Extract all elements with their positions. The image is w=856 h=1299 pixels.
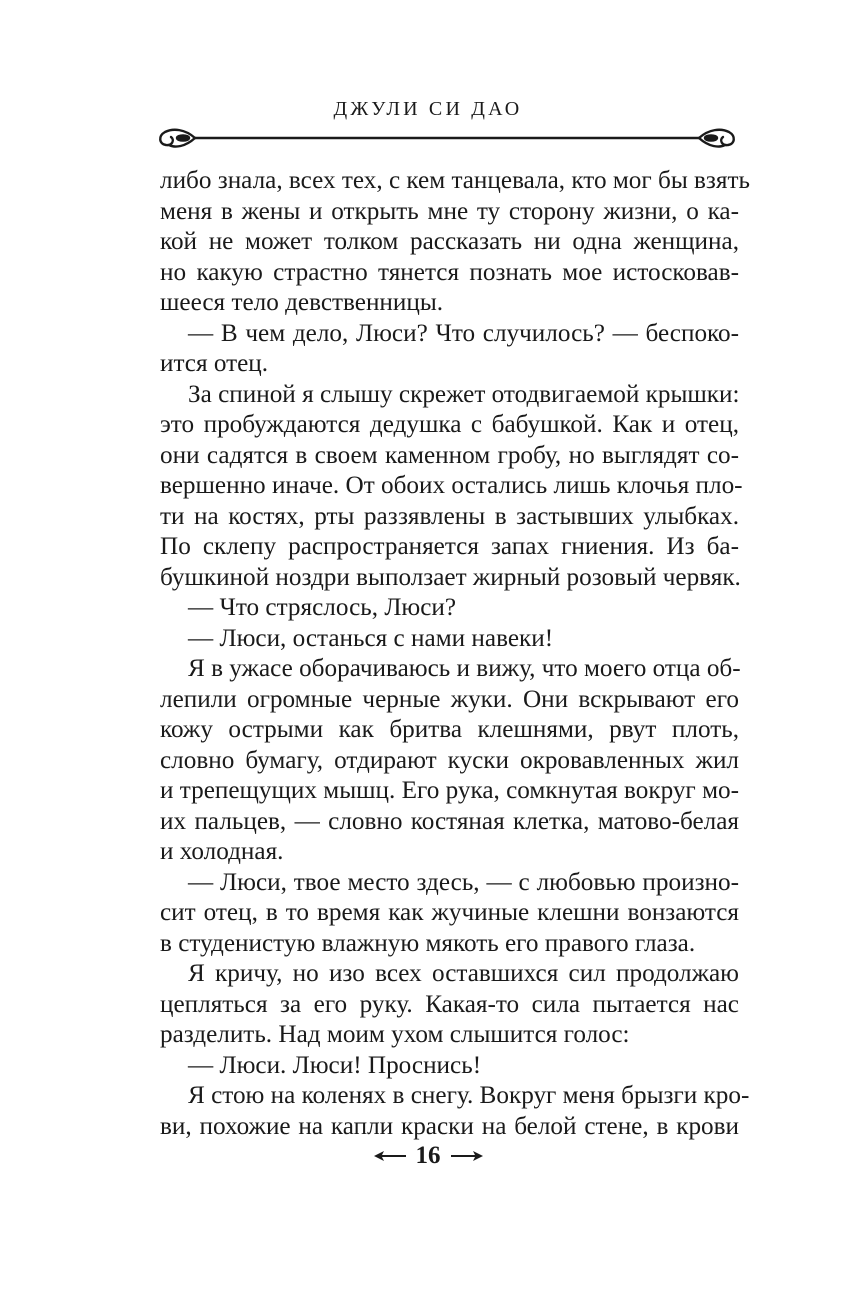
text-line: ится отец.: [160, 350, 269, 377]
text-line: ти на костях, рты раззявлены в застывших улыбках.: [160, 502, 739, 530]
header-ornament: [155, 124, 739, 152]
text-line: — Люси. Люси! Проснись!: [188, 1051, 482, 1079]
text-line: и холодная.: [160, 838, 284, 865]
text-line: — Люси, останься с нами навеки!: [188, 624, 554, 652]
text-line: меня в жены и открыть мне ту сторону жизни, о ка-: [160, 197, 739, 225]
text-line: вершенно иначе. От обоих остались лишь клочья пло-: [160, 472, 743, 499]
text-line: и трепещущих мышц. Его рука, сомкнутая вокруг мо-: [160, 777, 739, 804]
text-line: — Люси, твое место здесь, — с любовью произно-: [188, 868, 739, 896]
text-line: кожу острыми как бритва клешнями, рвут плоть,: [160, 716, 739, 743]
ornament-right-flourish: [699, 130, 734, 147]
text-line: либо знала, всех тех, с кем танцевала, кто мог бы взять: [160, 167, 750, 194]
text-line: шееся тело девственницы.: [160, 289, 444, 316]
text-line: По склепу распространяется запах гниения. Из ба-: [160, 533, 739, 560]
text-line: словно бумагу, отдирают куски окровавленных жил: [160, 746, 739, 774]
page-number: 16: [415, 1142, 441, 1169]
text-line: Я в ужасе оборачиваюсь и вижу, что моего отца об-: [188, 655, 741, 682]
body-text: [160, 166, 750, 1142]
text-line: но какую страстно тянется познать мое истосковав-: [160, 258, 739, 286]
folio-right-arrow-icon: [451, 1150, 483, 1162]
text-line: — Что стряслось, Люси?: [188, 594, 457, 621]
text-line: Я стою на коленях в снегу. Вокруг меня брызги кро-: [188, 1082, 750, 1109]
text-line: лепили огромные черные жуки. Они вскрывают его: [160, 685, 739, 713]
text-line: Я кричу, но изо всех оставшихся сил продолжаю: [188, 960, 739, 987]
text-line: это пробуждаются дедушка с бабушкой. Как и отец,: [160, 411, 739, 438]
running-head: ДЖУЛИ СИ ДАО: [333, 98, 523, 120]
text-line: цепляться за его руку. Какая-то сила пытается нас: [160, 990, 739, 1018]
text-line: их пальцев, — словно костяная клетка, матово-белая: [160, 807, 739, 835]
text-line: сит отец, в то время как жучиные клешни вонзаются: [160, 899, 739, 926]
text-line: — В чем дело, Люси? Что случилось? — беспоко-: [188, 319, 739, 347]
text-line: ви, похожие на капли краски на белой стене, в крови: [160, 1112, 739, 1140]
text-line: разделить. Над моим ухом слышится голос:: [160, 1021, 630, 1048]
folio-left-arrow-icon: [374, 1150, 406, 1162]
text-line: За спиной я слышу скрежет отодвигаемой крышки:: [188, 380, 740, 408]
page-footer: [0, 1140, 856, 1172]
text-line: бушкиной ноздри выползает жирный розовый червяк.: [160, 563, 741, 591]
text-line: в студенистую влажную мякоть его правого глаза.: [160, 929, 696, 957]
text-line: кой не может толком рассказать ни одна женщина,: [160, 228, 739, 255]
ornament-left-flourish: [160, 130, 195, 147]
text-line: они садятся в своем каменном гробу, но выглядят со-: [160, 441, 739, 469]
